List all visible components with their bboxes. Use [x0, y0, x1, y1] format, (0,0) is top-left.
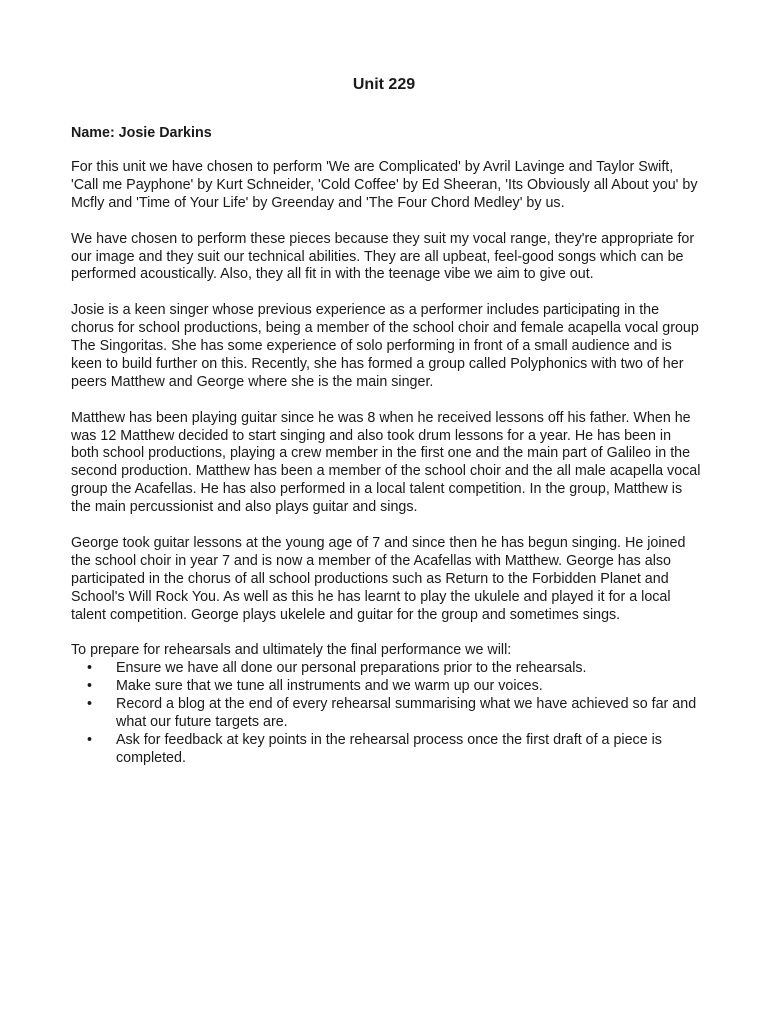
paragraph-josie: Josie is a keen singer whose previous experience as a performer includes participating in the chorus for school productions, being a member of the school choir and female acapella vocal group The Singoritas. She has some experience of solo performing in front of a small audience and is keen to build further on this. Recently, she has formed a group called Polyphonics with two of her peers Matthew and George where she is the main singer. [71, 302, 699, 390]
paragraph-matthew: Matthew has been playing guitar since he was 8 when he received lessons off his father. When he was 12 Matthew decided to start singing and also took drum lessons for a year. He has been in both school productions, playing a crew member in the first one and the main part of Galileo in the second production. Matthew has been a member of the school choir and the all male acapella vocal group the Acafellas. He has also performed in a local talent competition. In the group, Matthew is the main percussionist and also plays guitar and sings. [71, 409, 701, 516]
list-item [71, 678, 701, 696]
list-item [71, 660, 701, 678]
preparation-list [71, 660, 701, 767]
list-intro: To prepare for rehearsals and ultimately the final performance we will: [71, 642, 512, 659]
list-item-text: Make sure that we tune all instruments and we warm up our voices. [116, 678, 543, 695]
list-item [71, 732, 701, 768]
bullet-icon: • [87, 696, 93, 713]
paragraph-song-choices: For this unit we have chosen to perform 'We are Complicated' by Avril Lavinge and Taylor Swift, 'Call me Payphone' by Kurt Schneider, 'Cold Coffee' by Ed Sheeran, 'Its Obviously all About you' by Mcfly and 'Time of Your Life' by Greenday and 'The Four Chord Medley' by us. [71, 159, 698, 211]
page-title: Unit 229 [352, 76, 416, 93]
author-name: Name: Josie Darkins [71, 125, 212, 141]
bullet-icon: • [87, 731, 93, 748]
document-body [71, 159, 701, 768]
list-item-text: Ensure we have all done our personal preparations prior to the rehearsals. [116, 660, 587, 677]
list-item-text: Record a blog at the end of every rehearsal summarising what we have achieved so far and what our future targets are. [116, 696, 697, 731]
list-item-text: Ask for feedback at key points in the rehearsal process once the first draft of a piece is completed. [116, 731, 662, 766]
bullet-icon: • [87, 678, 93, 695]
bullet-icon: • [87, 660, 93, 677]
paragraph-george: George took guitar lessons at the young age of 7 and since then he has begun singing. He joined the school choir in year 7 and is now a member of the Acafellas with Matthew. George has also participated in the chorus of all school productions such as Return to the Forbidden Planet and School's Will Rock You. As well as this he has learnt to play the ukulele and played it for a local talent competition. George plays ukelele and guitar for the group and sometimes sings. [71, 534, 686, 623]
list-item [71, 696, 701, 732]
paragraph-reasons: We have chosen to perform these pieces because they suit my vocal range, they're appropriate for our image and they suit our technical abilities. They are all upbeat, feel-good songs which can be performed acoustically. Also, they all fit in with the teenage vibe we aim to give out. [71, 230, 695, 283]
